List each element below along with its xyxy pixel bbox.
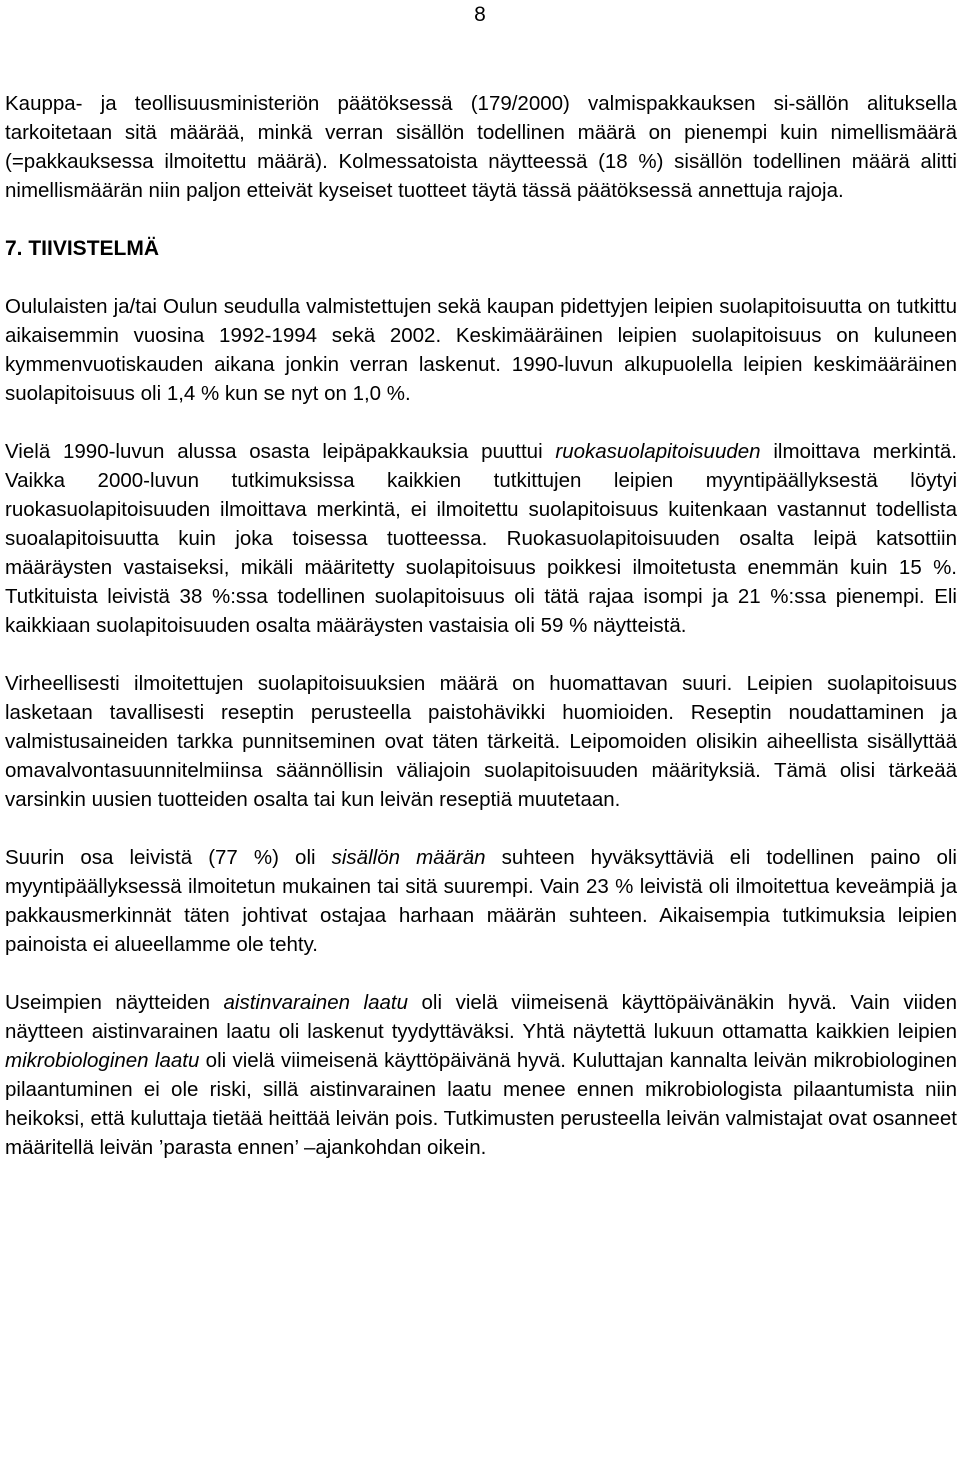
- page-number: 8: [474, 3, 486, 26]
- paragraph-intro: Kauppa- ja teollisuusministeriön päätöksessä (179/2000) valmispakkauksen si-sällön alituksella tarkoitetaan sitä määrää, minkä verran sisällön todellinen määrä on pienempi kuin nimellismäärä (=pakkauksessa ilmoitettu määrä). Kolmessatoista näytteessä (18 %) sisällön todellinen määrä alitti nimellismäärän niin paljon etteivät kyseiset tuotteet täytä tässä päätöksessä annettuja rajoja.: [5, 92, 957, 202]
- italic-term: aistinvarainen laatu: [223, 991, 408, 1014]
- document-body: [5, 89, 957, 1162]
- section-heading: 7. TIIVISTELMÄ: [5, 237, 160, 260]
- italic-term: ruokasuolapitoisuuden: [555, 440, 761, 463]
- summary-paragraph-5: Useimpien näytteiden aistinvarainen laatu oli vielä viimeisenä käyttöpäivänäkin hyvä. Vain viiden näytteen aistinvarainen laatu oli laskenut tyydyttäväksi. Yhtä näytettä lukuun ottamatta kaikkien leipien mikrobiologinen laatu oli vielä viimeisenä käyttöpäivänä hyvä. Kuluttajan kannalta leivän mikrobiologinen pilaantuminen ei ole riski, sillä aistinvarainen laatu menee ennen mikrobiologista pilaantumista niin heikoksi, että kuluttaja tietää heittää leivän pois. Tutkimusten perusteella leivän valmistajat ovat osanneet määritellä leivän ’parasta ennen’ –ajankohdan oikein.: [5, 991, 958, 1159]
- summary-paragraph-2: Vielä 1990-luvun alussa osasta leipäpakkauksia puuttui ruokasuolapitoisuuden ilmoittava merkintä. Vaikka 2000-luvun tutkimuksissa kaikkien tutkittujen leipien myyntipäällyksestä löytyi ruokasuolapitoisuuden ilmoittava merkintä, ei ilmoitettu suolapitoisuus kuitenkaan vastannut todellista suoalapitoisuutta kuin joka toisessa tuotteessa. Ruokasuolapitoisuuden osalta leipä katsottiin määräysten vastaiseksi, mikäli määritetty suolapitoisuus poikkesi ilmoitetusta enemmän kuin 15 %. Tutkituista leivistä 38 %:ssa todellinen suolapitoisuus oli tätä rajaa isompi ja 21 %:ssa pienempi. Eli kaikkiaan suolapitoisuuden osalta määräysten vastaisia oli 59 % näytteistä.: [5, 440, 958, 637]
- summary-paragraph-4: Suurin osa leivistä (77 %) oli sisällön määrän suhteen hyväksyttäviä eli todellinen paino oli myyntipäällyksessä ilmoitetun mukainen tai sitä suurempi. Vain 23 % leivistä oli ilmoitettua keveämpiä ja pakkausmerkinnät täten johtivat ostajaa harhaan määrän suhteen. Aikaisempia tutkimuksia leipien painoista ei alueellamme ole tehty.: [5, 846, 957, 956]
- summary-paragraph-1: Oululaisten ja/tai Oulun seudulla valmistettujen sekä kaupan pidettyjen leipien suolapitoisuutta on tutkittu aikaisemmin vuosina 1992-1994 sekä 2002. Keskimääräinen leipien suolapitoisuus on kuluneen kymmenvuotiskauden aikana jonkin verran laskenut. 1990-luvun alkupuolella leipien keskimääräinen suolapitoisuus oli 1,4 % kun se nyt on 1,0 %.: [5, 295, 957, 405]
- summary-paragraph-3: Virheellisesti ilmoitettujen suolapitoisuuksien määrä on huomattavan suuri. Leipien suolapitoisuus lasketaan tavallisesti reseptin perusteella paistohävikki huomioiden. Reseptin noudattaminen ja valmistusaineiden tarkka punnitseminen ovat täten tärkeitä. Leipomoiden olisikin aiheellista sisällyttää omavalvontasuunnitelmiinsa säännöllisin väliajoin suolapitoisuuden määrityksiä. Tämä olisi tärkeää varsinkin uusien tuotteiden osalta tai kun leivän reseptiä muutetaan.: [5, 672, 957, 811]
- italic-term: sisällön määrän: [331, 846, 486, 869]
- italic-term: mikrobiologinen laatu: [5, 1049, 200, 1072]
